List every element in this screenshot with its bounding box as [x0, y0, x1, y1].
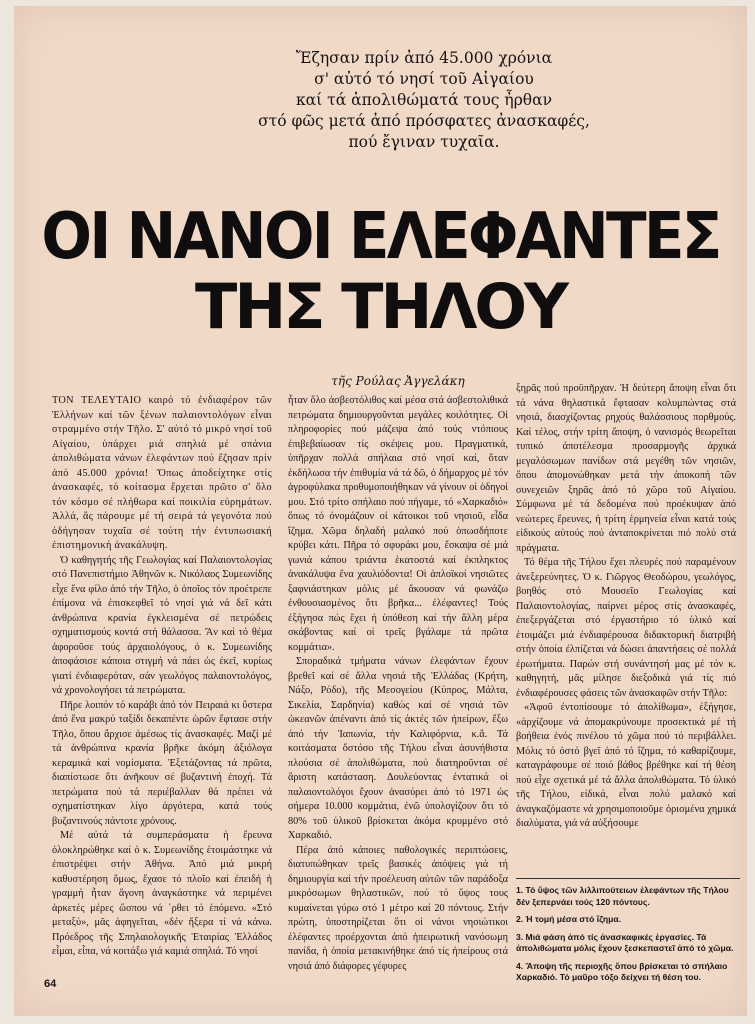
intro-line: πού ἔγιναν τυχαῖα. — [348, 133, 500, 151]
caption: 1. Τό ὕψος τῶν λιλλιπούτειων ἐλεφάντων τῆς Τήλου δέν ξεπερνάει τούς 120 πόντους. — [516, 885, 729, 907]
paragraph: Μέ αὐτά τά συμπεράσματα ἡ ἔρευνα ὁλοκληρώθηκε καί ὁ κ. Συμεωνίδης ἑτοιμάστηκε νά ἐπιστρέψει στήν Ἀθήνα. Ἀπό μιά μικρή καθυστέρηση ὅμως, ἔχασε τό πλοῖο καί ἐπειδή ἡ γραμμή ἦταν ἄγονη ἀναγκάστηκε νά περιμένει ἀρκετές μέρες ὥσπου νά ῾ρθει τό ἑπόμενο. «Στό μεταξύ», μᾶς ἀφηγεῖται, «δέν ἤξερα τί νά κάνω. Πρόεδρος τῆς Σπηλαιολογικῆς Ἑταιρίας Ἑλλάδος εἶμαι, εἶπα, νά κοιτάξω γιά καμιά σπηλιά. Τό νησί — [52, 830, 272, 957]
article-column-3 — [516, 382, 736, 832]
page-number: 64 — [44, 978, 57, 990]
paragraph: ξηρᾶς πού προϋπῆρχαν. Ἡ δεύτερη ἄποψη εἶναι ὅτι τά νάνα θηλαστικά ἔφτασαν κολυμπώντας στά νησιά, διασχίζοντας ρηχούς θαλάσσιους πορθμούς. Καί τέλος, στήν τρίτη ἄποψη, ὁ νανισμός θεωρεῖται τυπικό ἀποτέλεσμα προσαρμογῆς ἀρχικά μεγαλόσωμων πανίδων στά μεγέθη τῶν νησιῶν, ὅπου ἀπομονώθηκαν μετά τήν ἀποκοπή τῶν συνεχειῶν ξηρᾶς ἀπό τό χῶρο τοῦ Αἰγαίου. Σύμφωνα μέ τά δεδομένα πού προέκυψαν ἀπό νεώτερες ἔρευνες, ἡ τρίτη ἑρμηνεία εἶναι κατά τούς εἰδικούς αὐτούς πού ἀνταποκρίνεται πιό πολύ στά πράγματα. — [516, 383, 736, 554]
paragraph: Πέρα ἀπό κάποιες παθολογικές περιπτώσεις, διατυπώθηκαν τρεῖς βασικές ἀπόψεις γιά τή δημιουργία καί τήν προέλευση αὐτῶν τῶν παράδοξα μικρόσωμων θηλαστικῶν, πού τό ὕψος τους κυμαίνεται γύρω στό 1 μέτρο καί 20 πόντους. Στήν πρώτη, ὑποστηρίζεται ὅτι οἱ νάνοι νησιώτικοι ἐλέφαντες προέρχονται ἀπό ἠπειρωτική νανόσωμη πανίδα, ἡ ὁποία μετακινήθηκε ἀπό τίς ἠπείρους στά νησιά ἀπό διάφορες γέφυρες — [288, 844, 508, 972]
paragraph: ΤΟΝ ΤΕΛΕΥΤΑΙΟ καιρό τό ἐνδιαφέρον τῶν Ἑλλήνων καί τῶν ξένων παλαιοντολόγων εἶναι στραμμένο στήν Τῆλο. Σ' αὐτό τό μικρό νησί τοῦ Αἰγαίου, ὑπάρχει μιά σπηλιά μέ σπάνια ἀπολιθώματα νάνων ἐλεφάντων πού ἔζησαν πρίν ἀπό 45.000 χρόνια! Ὅπως ἀποδείχτηκε στίς ἀνασκαφές, τό κοίτασμα ἔρχεται πρῶτο σ' ὅλο τόν κόσμο σέ πλήθωρα καί ποικιλία εὑρημάτων. Ἀλλά, ἄς πάρουμε μέ τή σειρά τά γεγονότα πού ὁδήγησαν τυχαῖα σέ τούτη τήν ἐντυπωσιακή ἐπιστημονική ἀνακάλυψη. — [52, 395, 272, 551]
intro-line: Ἔζησαν πρίν ἀπό 45.000 χρόνια — [295, 49, 553, 67]
intro-line: καί τά ἀπολιθώματά τους ἦρθαν — [295, 91, 553, 109]
paragraph: Πῆρε λοιπόν τό καράβι ἀπό τόν Πειραιά κι ὕστερα ἀπό ἕνα μακρύ ταξίδι δεκαπέντε ὡρῶν ἔφτασε στήν Τῆλο, ὅπου ἄρχισε ἀμέσως τίς ἀνασκαφές. Μαζί μέ τά ἀνθρώπινα κρανία βρῆκε ἀκόμη ἀξιόλογα κεραμικά καί νομίσματα. Ἐξετάζοντας τά πρῶτα, διαπίστωσε ὅτι ἀνῆκουν σέ βυζαντινή ἐποχή. Τά πετρώματα πού τά περιέβαλλαν θά πρέπει νά σχηματίστηκαν λίγο ἀργότερα, κατά τούς βυζαντινούς πάντοτε χρόνους. — [52, 699, 272, 827]
intro-deck — [184, 48, 664, 153]
intro-line: σ' αὐτό τό νησί τοῦ Αἰγαίου — [314, 70, 534, 88]
article-column-1 — [52, 394, 272, 960]
caption: 3. Μιά φάση ἀπό τίς ἀνασκαφικές ἐργασίες. Τά ἀπολιθώματα μόλις ἔχουν ξεσκεπαστεῖ ἀπό τό χῶμα. — [516, 931, 734, 953]
caption: 2. Ἡ τομή μέσα στό ἴζημα. — [516, 914, 622, 924]
headline-line-1: ΟΙ ΝΑΝΟΙ ΕΛΕΦΑΝΤΕΣ — [41, 200, 720, 274]
paragraph: Ὁ καθηγητής τῆς Γεωλογίας καί Παλαιοντολογίας στό Πανεπιστήμιο Ἀθηνῶν κ. Νικόλαος Συμεωνίδης εἶχε ἕνα φίλο ἀπό τήν Τῆλο, ὁ ὁποῖος τόν προέτρεπε ἐπίμονα νά ἐπισκεφθεῖ τό νησί γιά νά δεῖ κάτι ἀνθρώπινα κρανία ἐγκλεισμένα σέ πετρώδεις σχηματισμούς κοντά στή θάλασσα. Ἄν καί τό θέμα ἀφοροῦσε τούς ἀρχαιολόγους, ὁ κ. Συμεωνίδης ἀποφάσισε κάποια στιγμή νά πάει ὡς ἐκεῖ, κυρίως γιατί ἐνδιαφερόταν, σάν γεωλόγος παλαιοντολόγος, νά χρονολογήσει τά πετρώματα. — [52, 554, 272, 696]
paragraph: Σποραδικά τμήματα νάνων ἐλεφάντων ἔχουν βρεθεῖ καί σέ ἄλλα νησιά τῆς Ἑλλάδας (Κρήτη, Νάξο, Ρόδο), τῆς Μεσογείου (Κύπρος, Μάλτα, Σικελία, Σαρδηνία) καθώς καί σέ νησιά τῶν ὠκεανῶν ἀπέναντι ἀπό τίς ἀκτές τῶν ἠπείρων, ἔξω ἀπό τήν Ἰαπωνία, τήν Καλιφόρνια, κ.ἄ. Τά κοιτάσματα ὅστόσο τῆς Τήλου εἶναι ἀσυνήθιστα πλούσια σέ ἀπολιθώματα, πού διατηροῦνται σέ ἄριστη κατάσταση. Δουλεύοντας ἐντατικά οἱ παλαιοντολόγοι ἔχουν ἀνασύρει ἀπό τό 1971 ὡς σήμερα 10.000 κομμάτια, ἐνῶ ὑπολογίζουν ὅτι τό 80% τοῦ ὑλικοῦ βρίσκεται ἀκόμα κρυμμένο στό Χαρκαδιό. — [288, 656, 508, 841]
headline-line-2: ΤΗΣ ΤΗΛΟΥ — [195, 270, 566, 343]
photo-captions — [516, 878, 740, 984]
byline: τῆς Ρούλας Ἀγγελάκη — [331, 374, 465, 388]
magazine-page — [14, 6, 747, 1016]
article-column-2 — [288, 394, 508, 974]
intro-line: στό φῶς μετά ἀπό πρόσφατες ἀνασκαφές, — [258, 112, 590, 130]
paragraph: «Ἀφοῦ ἐντοπίσουμε τό ἀπολίθωμα», ἐξήγησε, «ἀρχίζουμε νά ἀπομακρύνουμε προσεκτικά μέ τή βοήθεια ἑνός πινέλου τό χῶμα πού τό περιβάλλει. Μόλις τό ὀστό βγεῖ ἀπό τό ἴζημα, τό καθαρίζουμε, καταγράφουμε σέ ποιό βάθος βρέθηκε καί τή θέση πού εἶχε σχετικά μέ τά ἄλλα ἀπολιθώματα. Τό ὑλικό τῆς Τήλου, εἰδικά, εἶναι πολύ μαλακό καί ἀναγκαζόμαστε νά χρησιμοποιοῦμε ὁρισμένα χημικά διαλύματα, γιά νά αὐξήσουμε — [516, 702, 736, 829]
caption: 4. Ἄποψη τῆς περιοχῆς ὅπου βρίσκεται τό σπήλαιο Χαρκαδιό. Τό μαῦρο τόξο δείχνει τή θέση του. — [516, 960, 728, 982]
paragraph: Τό θέμα τῆς Τήλου ἔχει πλευρές πού παραμένουν ἀνεξερεύνητες. Ὁ κ. Γιῶργος Θεοδώρου, γεωλόγος, βοηθός στό Μουσεῖο Γεωλογίας καί Παλαιοντολογίας, παίρνει μέρος στίς ἀνασκαφές, ἐπεξεργάζεται στό ἐργαστήριο τό ὑλικό καί ἑτοιμάζει μιά ἐνδιαφέρουσα διδακτορική διατριβή στήν ὁποία ἐλπίζεται νά δώσει ἀπαντήσεις σέ πολλά ἐρωτήματα. Παρών στή συνάντησή μας μέ τόν κ. καθηγητή, μᾶς μίλησε διεξοδικά γιά τίς πιό ἐνδιαφέρουσες φάσεις τῶν ἀνασκαφῶν στήν Τῆλο: — [516, 557, 736, 699]
paragraph: ἦταν ὅλο ἀσβεστόλιθος καί μέσα στά ἀσβεστολιθικά πετρώματα δημιουργοῦνται μεγάλες κοιλότητες. Οἱ πληροφορίες πού μάζεψα ἀπό τούς ντόπιους ἐπιβεβαίωσαν τίς σκέψεις μου. Πραγματικά, ὑπῆρχαν πολλά σπήλαια στό νησί καί, ὅταν ἐκδήλωσα τήν ἐπιθυμία νά τά δῶ, ὁ δήμαρχος μέ τόν ἀγροφύλακα προθυμοποιήθηκαν νά γίνουν οἱ ὁδηγοί μου. Στό τρίτο σπήλαιο πού πήγαμε, τό «Χαρκαδιό» ὅπως τό ὀνομάζουν οἱ κάτοικοι τοῦ νησιοῦ, εἶδα ἴζημα. Χῶμα δηλαδή μαλακό πού ὁπωσδήποτε κρύβει κάτι. Πῆρα τό σφυράκι μου, ἔσκαψα σέ μιά γωνιά κάπου τριάντα ἑκατοστά καί ἐκπληκτος ἀνακάλυψα ἕνα χαυλιόδοντα! Οἱ ἀπλοϊκοί νησιῶτες ξαφνιάστηκαν μόλις μέ ἄκουσαν νά φωνάζω ἐνθουσιασμένος ὅτι βρῆκα... ἐλέφαντες! Τούς ἐξήγησα πώς ἔχει ἡ ὑπόθεση καί τήν ἄλλη μέρα σκάβοντας καί οἱ τρεῖς βγάλαμε τά πρῶτα κομμάτια». — [288, 395, 508, 653]
